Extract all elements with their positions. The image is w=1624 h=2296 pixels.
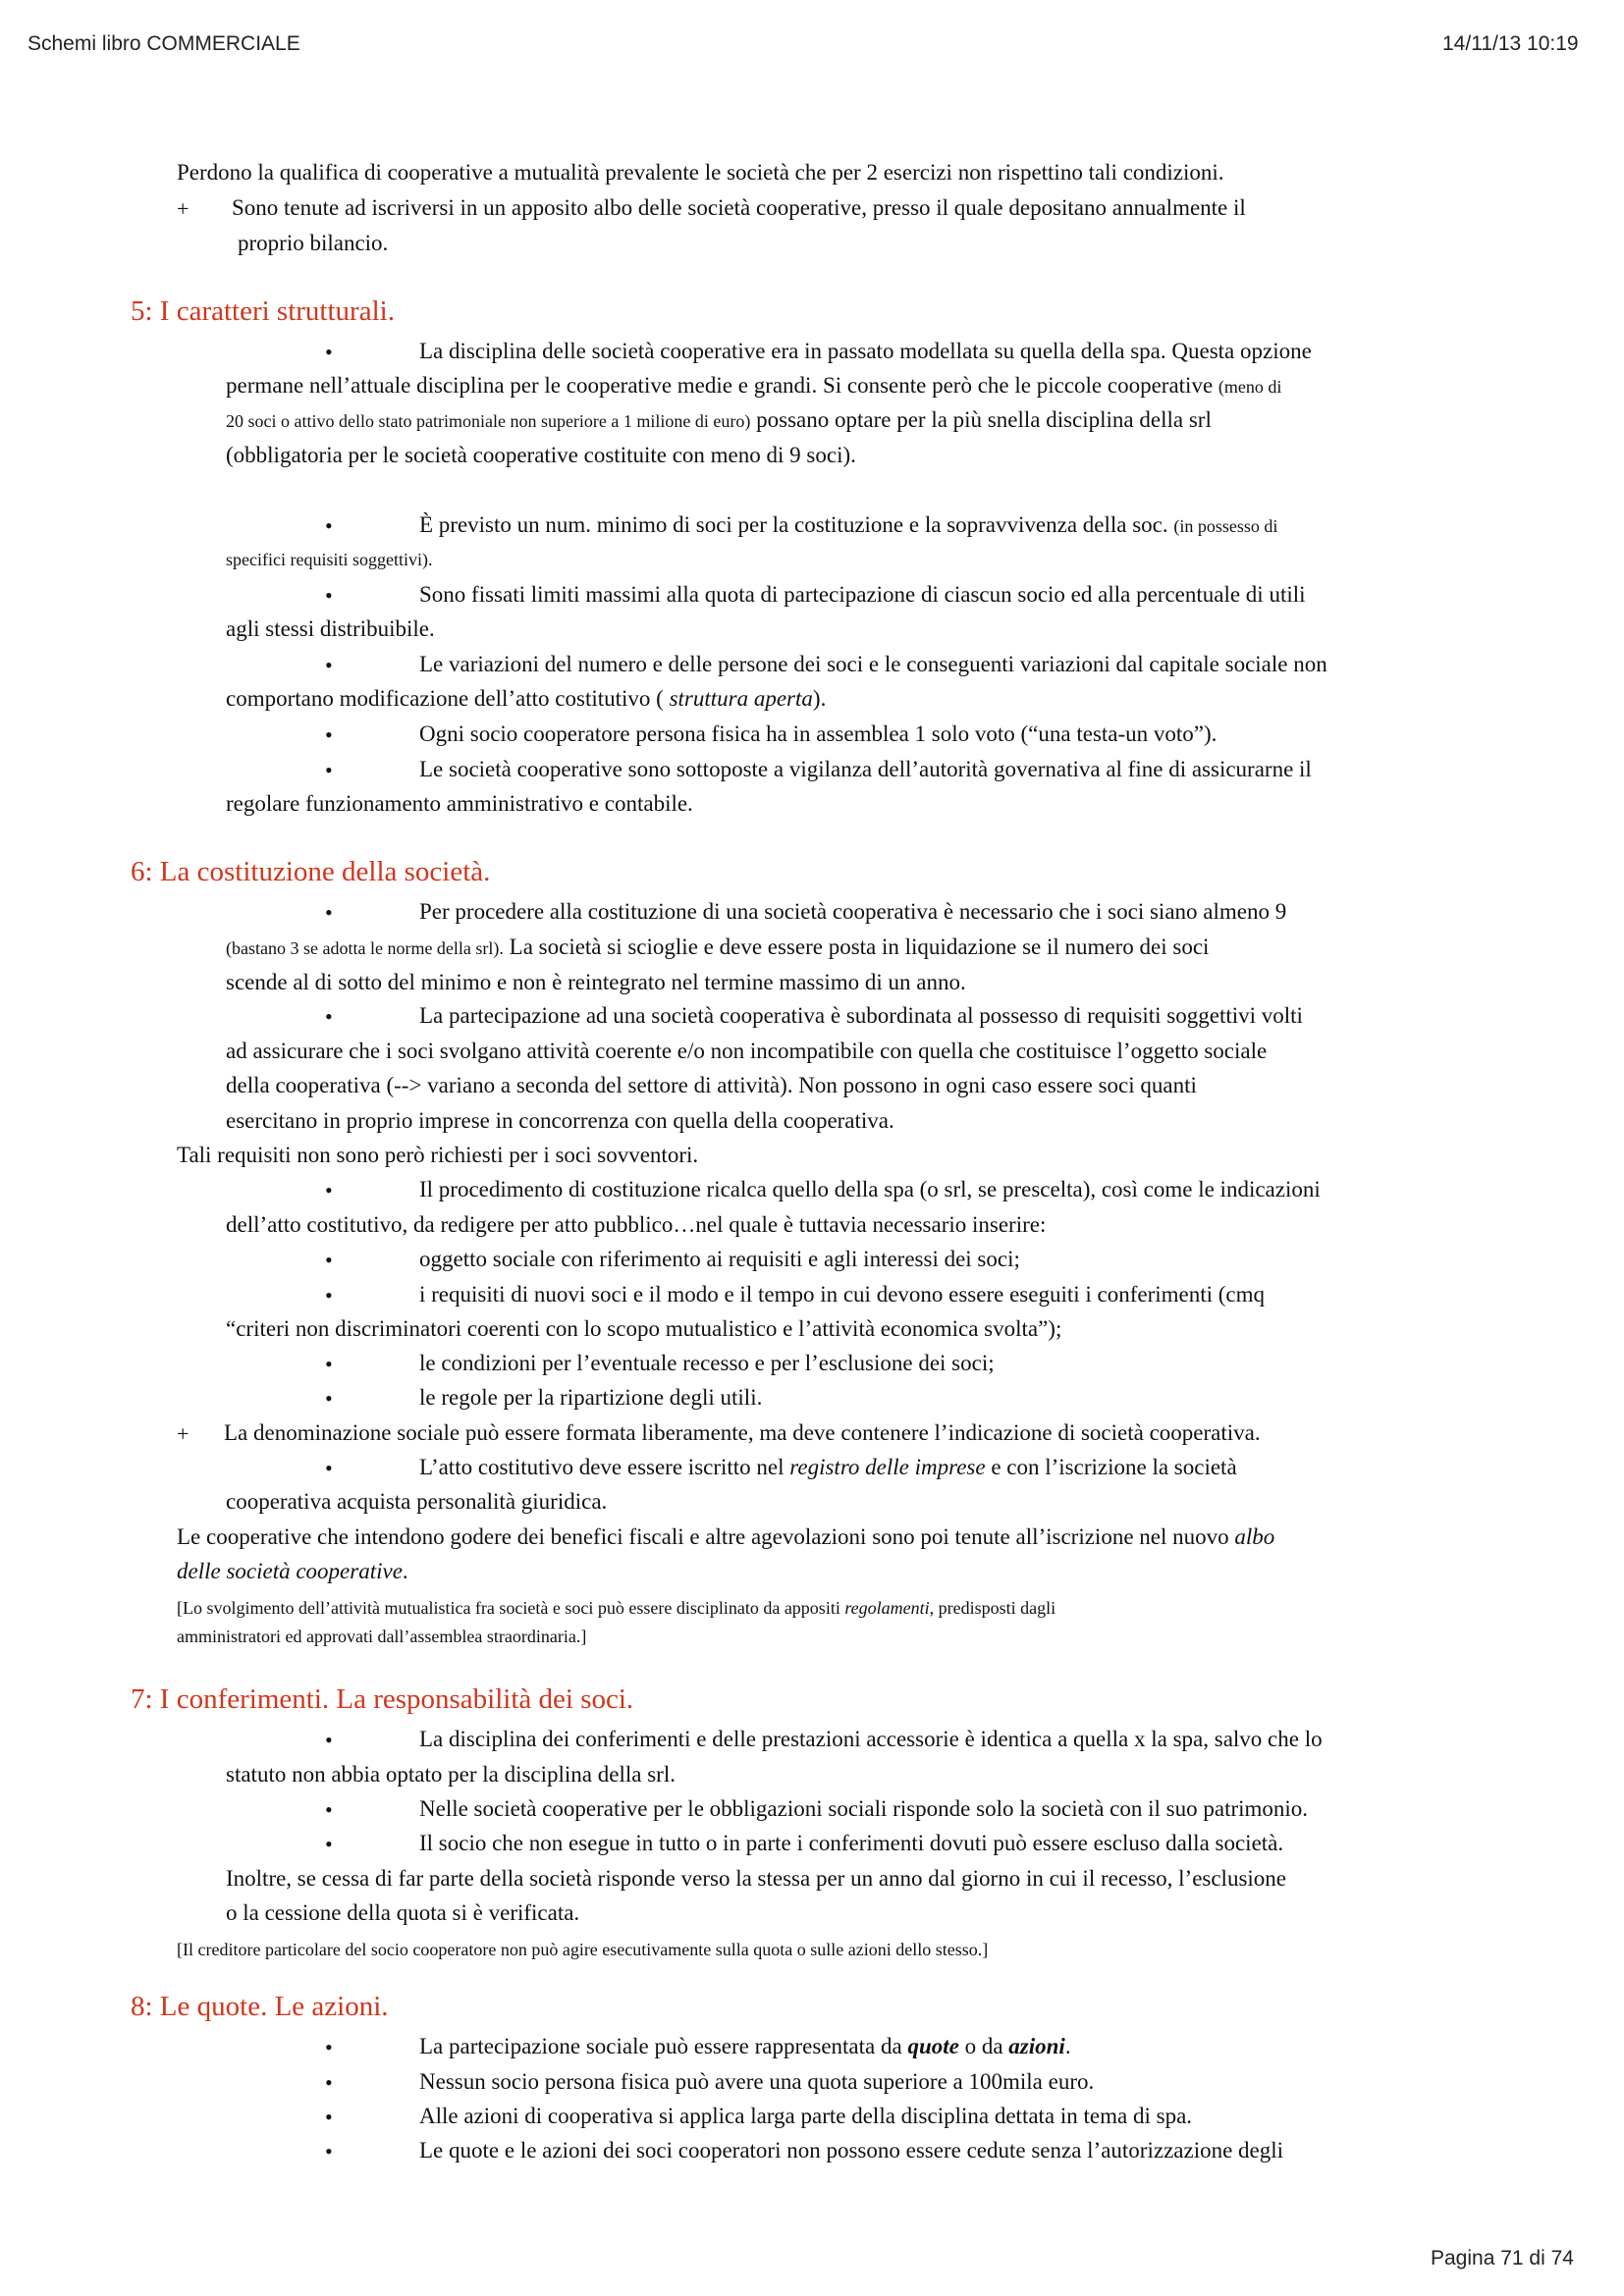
paragraph-line: o la cessione della quota si è verificata. bbox=[226, 1900, 580, 1925]
paragraph-line: regolare funzionamento amministrativo e contabile. bbox=[226, 791, 693, 816]
paragraph-line: Ogni socio cooperatore persona fisica ha in assemblea 1 solo voto (“una testa-un voto”). bbox=[419, 721, 1218, 746]
bullet-icon: • bbox=[325, 1248, 333, 1272]
paragraph-line: della cooperativa (--> variano a seconda del settore di attività). Non possono in ogni caso essere soci quanti bbox=[226, 1073, 1197, 1097]
bullet-icon: • bbox=[325, 1178, 333, 1202]
bullet-icon: • bbox=[325, 1386, 333, 1411]
paragraph-line: La partecipazione sociale può essere rappresentata da quote o da azioni. bbox=[419, 2034, 1071, 2058]
paragraph-line: cooperativa acquista personalità giuridica. bbox=[226, 1489, 608, 1514]
bullet-icon: • bbox=[325, 583, 333, 608]
bullet-icon: • bbox=[325, 722, 333, 747]
plus-marker: + bbox=[177, 196, 189, 221]
paragraph-line: delle società cooperative. bbox=[177, 1559, 408, 1583]
paragraph-line: Le società cooperative sono sottoposte a vigilanza dell’autorità governativa al fine di assicurarne il bbox=[419, 757, 1312, 781]
note-line: [Il creditore particolare del socio cooperatore non può agire esecutivamente sulla quota o sulle azioni dello stesso.] bbox=[177, 1940, 989, 1959]
paragraph-line: Inoltre, se cessa di far parte della società risponde verso la stessa per un anno dal giorno in cui il recesso, l’esclusione bbox=[226, 1866, 1287, 1891]
paragraph-line: statuto non abbia optato per la disciplina della srl. bbox=[226, 1762, 676, 1787]
note-line: [Lo svolgimento dell’attività mutualistica fra società e soci può essere disciplinato da appositi regolamenti, predisposti dagli bbox=[177, 1598, 1056, 1618]
bullet-icon: • bbox=[325, 1728, 333, 1752]
list-item: i requisiti di nuovi soci e il modo e il tempo in cui devono essere eseguiti i conferimenti (cmq bbox=[419, 1282, 1266, 1307]
plus-marker: + bbox=[177, 1421, 189, 1446]
paragraph-line: Le quote e le azioni dei soci cooperatori non possono essere cedute senza l’autorizzazione degli bbox=[419, 2138, 1284, 2163]
bullet-icon: • bbox=[325, 653, 333, 677]
paragraph-line: (obbligatoria per le società cooperative costituite con meno di 9 soci). bbox=[226, 443, 856, 467]
paragraph-line: Tali requisiti non sono però richiesti per i soci sovventori. bbox=[177, 1143, 699, 1167]
paragraph-line: Sono fissati limiti massimi alla quota di partecipazione di ciascun socio ed alla percentuale di utili bbox=[419, 582, 1306, 607]
paragraph-line: La disciplina delle società cooperative era in passato modellata su quella della spa. Questa opzione bbox=[419, 339, 1312, 363]
list-item: le condizioni per l’eventuale recesso e per l’esclusione dei soci; bbox=[419, 1351, 995, 1375]
intro-line: proprio bilancio. bbox=[238, 231, 389, 255]
list-item: le regole per la ripartizione degli utili. bbox=[419, 1385, 763, 1410]
section-heading-5: 5: I caratteri strutturali. bbox=[131, 295, 395, 327]
page-number: Pagina 71 di 74 bbox=[1431, 2247, 1574, 2269]
bullet-icon: • bbox=[325, 1456, 333, 1480]
paragraph-line: ad assicurare che i soci svolgano attività coerente e/o non incompatibile con quella che costituisce l’oggetto sociale bbox=[226, 1039, 1268, 1063]
bullet-icon: • bbox=[325, 1004, 333, 1029]
paragraph-line: La denominazione sociale può essere formata liberamente, ma deve contenere l’indicazione di società cooperativa. bbox=[224, 1420, 1261, 1445]
section-heading-7: 7: I conferimenti. La responsabilità dei soci. bbox=[131, 1683, 634, 1715]
paragraph-line: Nessun socio persona fisica può avere una quota superiore a 100mila euro. bbox=[419, 2069, 1095, 2094]
paragraph-line: dell’atto costitutivo, da redigere per atto pubblico…nel quale è tuttavia necessario inserire: bbox=[226, 1212, 1047, 1237]
paragraph-line: specifici requisiti soggettivi). bbox=[226, 550, 433, 569]
paragraph-line: scende al di sotto del minimo e non è reintegrato nel termine massimo di un anno. bbox=[226, 970, 966, 994]
bullet-icon: • bbox=[325, 900, 333, 925]
paragraph-line: Il socio che non esegue in tutto o in parte i conferimenti dovuti può essere escluso dalla società. bbox=[419, 1831, 1284, 1855]
paragraph-line: (bastano 3 se adotta le norme della srl). La società si scioglie e deve essere posta in liquidazione se il numero dei soci bbox=[226, 934, 1210, 959]
bullet-icon: • bbox=[325, 1283, 333, 1308]
paragraph-line: esercitano in proprio imprese in concorrenza con quella della cooperativa. bbox=[226, 1108, 894, 1133]
paragraph-line: Le variazioni del numero e delle persone dei soci e le conseguenti variazioni dal capitale sociale non bbox=[419, 652, 1327, 676]
paragraph-line: 20 soci o attivo dello stato patrimoniale non superiore a 1 milione di euro) possano optare per la più snella disciplina della srl bbox=[226, 407, 1212, 432]
bullet-icon: • bbox=[325, 1352, 333, 1376]
note-line: amministratori ed approvati dall’assemblea straordinaria.] bbox=[177, 1627, 587, 1646]
bullet-icon: • bbox=[325, 340, 333, 364]
paragraph-line: permane nell’attuale disciplina per le cooperative medie e grandi. Si consente però che le piccole cooperative (meno di bbox=[226, 373, 1282, 398]
document-header-timestamp: 14/11/13 10:19 bbox=[1442, 32, 1579, 55]
intro-line: Sono tenute ad iscriversi in un apposito albo delle società cooperative, presso il quale depositano annualmente il bbox=[232, 195, 1246, 220]
paragraph-line: Il procedimento di costituzione ricalca quello della spa (o srl, se prescelta), così come le indicazioni bbox=[419, 1177, 1321, 1201]
paragraph-line: È previsto un num. minimo di soci per la costituzione e la sopravvivenza della soc. (in possesso di bbox=[419, 512, 1278, 537]
section-heading-6: 6: La costituzione della società. bbox=[131, 856, 491, 887]
bullet-icon: • bbox=[325, 2070, 333, 2095]
paragraph-line: L’atto costitutivo deve essere iscritto nel registro delle imprese e con l’iscrizione la società bbox=[419, 1455, 1237, 1479]
list-item: “criteri non discriminatori coerenti con lo scopo mutualistico e l’attività economica svolta”); bbox=[226, 1316, 1062, 1341]
paragraph-line: Le cooperative che intendono godere dei benefici fiscali e altre agevolazioni sono poi tenute all’iscrizione nel nuovo albo bbox=[177, 1524, 1275, 1549]
bullet-icon: • bbox=[325, 1797, 333, 1822]
document-header-title: Schemi libro COMMERCIALE bbox=[27, 32, 300, 55]
bullet-icon: • bbox=[325, 2035, 333, 2059]
bullet-icon: • bbox=[325, 2105, 333, 2129]
bullet-icon: • bbox=[325, 758, 333, 782]
paragraph-line: agli stessi distribuibile. bbox=[226, 616, 435, 641]
bullet-icon: • bbox=[325, 513, 333, 538]
bullet-icon: • bbox=[325, 1832, 333, 1856]
section-heading-8: 8: Le quote. Le azioni. bbox=[131, 1991, 389, 2022]
list-item: oggetto sociale con riferimento ai requisiti e agli interessi dei soci; bbox=[419, 1247, 1020, 1271]
paragraph-line: Per procedere alla costituzione di una società cooperativa è necessario che i soci siano almeno 9 bbox=[419, 899, 1287, 924]
paragraph-line: Nelle società cooperative per le obbligazioni sociali risponde solo la società con il suo patrimonio. bbox=[419, 1796, 1309, 1821]
paragraph-line: Alle azioni di cooperativa si applica larga parte della disciplina dettata in tema di spa. bbox=[419, 2104, 1193, 2128]
bullet-icon: • bbox=[325, 2139, 333, 2163]
paragraph-line: La partecipazione ad una società cooperativa è subordinata al possesso di requisiti soggettivi volti bbox=[419, 1003, 1303, 1028]
paragraph-line: comportano modificazione dell’atto costitutivo ( struttura aperta). bbox=[226, 686, 827, 711]
intro-line: Perdono la qualifica di cooperative a mutualità prevalente le società che per 2 esercizi non rispettino tali condizioni. bbox=[177, 160, 1224, 185]
paragraph-line: La disciplina dei conferimenti e delle prestazioni accessorie è identica a quella x la spa, salvo che lo bbox=[419, 1727, 1323, 1751]
